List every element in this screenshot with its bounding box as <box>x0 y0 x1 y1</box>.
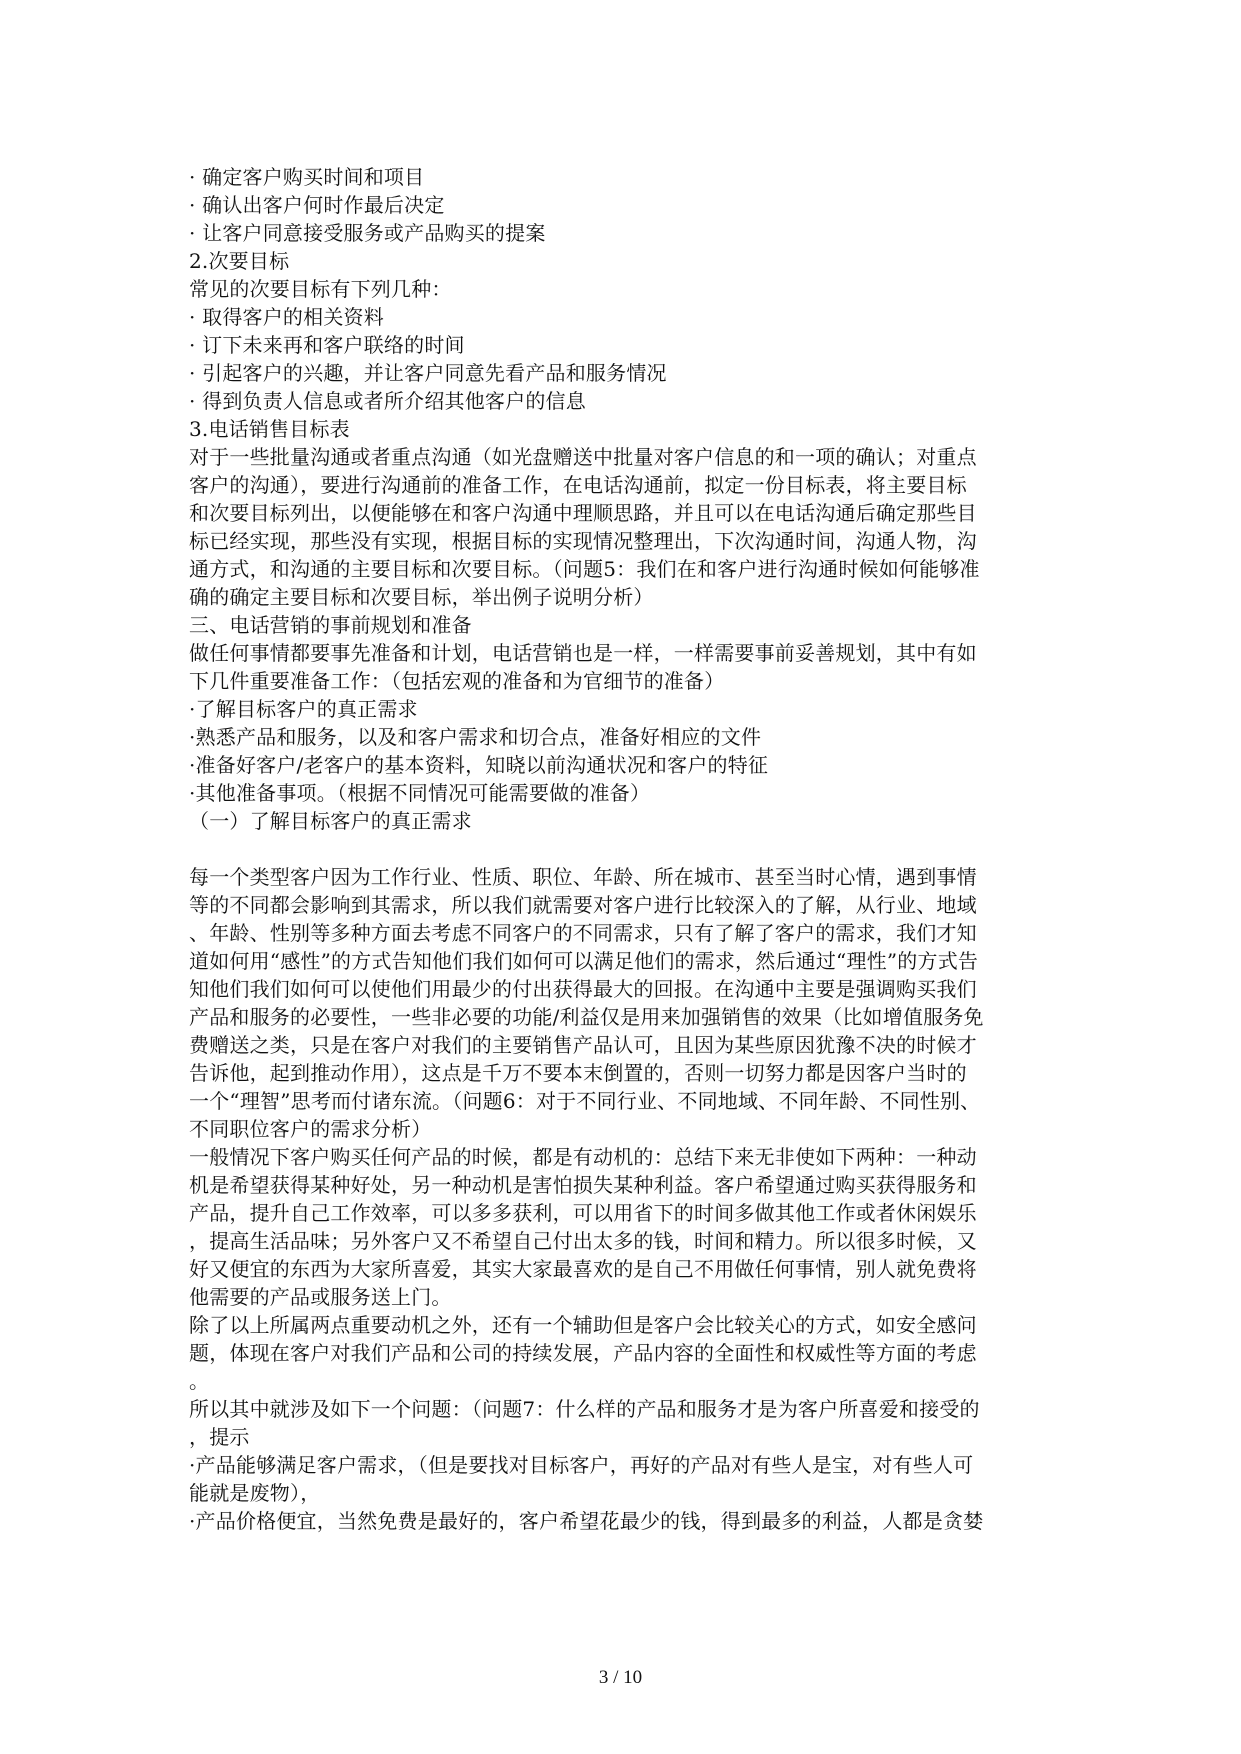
text-line: ·准备好客户/老客户的基本资料，知晓以前沟通状况和客户的特征 <box>189 753 769 777</box>
text-line: ·熟悉产品和服务，以及和客户需求和切合点，准备好相应的文件 <box>189 725 762 749</box>
text-line: 好又便宜的东西为大家所喜爱，其实大家最喜欢的是自己不用做任何事情，别人就免费将 <box>189 1257 977 1281</box>
text-line: 对于一些批量沟通或者重点沟通（如光盘赠送中批量对客户信息的和一项的确认；对重点 <box>189 445 977 469</box>
text-line: · 确定客户购买时间和项目 <box>189 165 425 189</box>
text-line: 告诉他，起到推动作用），这点是千万不要本末倒置的，否则一切努力都是因客户当时的 <box>189 1061 967 1085</box>
text-line: 他需要的产品或服务送上门。 <box>189 1285 452 1309</box>
text-line: 、年龄、性别等多种方面去考虑不同客户的不同需求，只有了解了客户的需求，我们才知 <box>189 921 977 945</box>
text-line: 不同职位客户的需求分析） <box>189 1117 432 1141</box>
text-line: 除了以上所属两点重要动机之外，还有一个辅助但是客户会比较关心的方式，如安全感问 <box>189 1313 977 1337</box>
text-line: 标已经实现，那些没有实现，根据目标的实现情况整理出，下次沟通时间，沟通人物，沟 <box>189 529 977 553</box>
text-line: ·产品能够满足客户需求，（但是要找对目标客户，再好的产品对有些人是宝，对有些人可 <box>189 1453 974 1477</box>
text-line: 道如何用“感性”的方式告知他们我们如何可以满足他们的需求，然后通过“理性”的方式告 <box>189 949 979 973</box>
text-line: ·其他准备事项。（根据不同情况可能需要做的准备） <box>189 781 651 805</box>
text-line: 确的确定主要目标和次要目标，举出例子说明分析） <box>189 585 654 609</box>
text-line: 能就是废物）， <box>189 1481 321 1505</box>
text-line: 2.次要目标 <box>189 249 290 273</box>
text-line: 等的不同都会影响到其需求，所以我们就需要对客户进行比较深入的了解，从行业、地域 <box>189 893 977 917</box>
blank-line <box>189 835 1059 863</box>
text-line: 题，体现在客户对我们产品和公司的持续发展，产品内容的全面性和权威性等方面的考虑 <box>189 1341 977 1365</box>
text-line: 机是希望获得某种好处，另一种动机是害怕损失某种利益。客户希望通过购买获得服务和 <box>189 1173 977 1197</box>
text-line: ·了解目标客户的真正需求 <box>189 697 418 721</box>
text-line: ，提示 <box>189 1425 250 1449</box>
text-line: · 引起客户的兴趣，并让客户同意先看产品和服务情况 <box>189 361 667 385</box>
text-line: 三、电话营销的事前规划和准备 <box>189 613 472 637</box>
document-body <box>189 163 1059 1535</box>
text-line: 和次要目标列出，以便能够在和客户沟通中理顺思路，并且可以在电话沟通后确定那些目 <box>189 501 977 525</box>
text-line: 常见的次要目标有下列几种： <box>189 277 452 301</box>
text-line: 3.电话销售目标表 <box>189 417 350 441</box>
text-line: 所以其中就涉及如下一个问题：（问题7：什么样的产品和服务才是为客户所喜爱和接受的 <box>189 1397 980 1421</box>
text-line: ，提高生活品味；另外客户又不希望自己付出太多的钱，时间和精力。所以很多时候，又 <box>189 1229 977 1253</box>
text-line: 客户的沟通），要进行沟通前的准备工作，在电话沟通前，拟定一份目标表，将主要目标 <box>189 473 967 497</box>
text-line: 通方式，和沟通的主要目标和次要目标。（问题5：我们在和客户进行沟通时候如何能够准 <box>189 557 980 581</box>
text-line: 下几件重要准备工作：（包括宏观的准备和为官细节的准备） <box>189 669 725 693</box>
text-line: · 确认出客户何时作最后决定 <box>189 193 445 217</box>
text-line: · 得到负责人信息或者所介绍其他客户的信息 <box>189 389 586 413</box>
text-line: 每一个类型客户因为工作行业、性质、职位、年龄、所在城市、甚至当时心情，遇到事情 <box>189 865 977 889</box>
text-line: · 取得客户的相关资料 <box>189 305 384 329</box>
text-line: 产品和服务的必要性，一些非必要的功能/利益仅是用来加强销售的效果（比如增值服务免 <box>189 1005 984 1029</box>
text-line: 一般情况下客户购买任何产品的时候，都是有动机的：总结下来无非使如下两种：一种动 <box>189 1145 977 1169</box>
text-line: 费赠送之类，只是在客户对我们的主要销售产品认可，且因为某些原因犹豫不决的时候才 <box>189 1033 977 1057</box>
text-line: ·产品价格便宜，当然免费是最好的，客户希望花最少的钱，得到最多的利益，人都是贪婪 <box>189 1509 984 1533</box>
page-number: 3 / 10 <box>598 1667 643 1688</box>
text-line: 知他们我们如何可以使他们用最少的付出获得最大的回报。在沟通中主要是强调购买我们 <box>189 977 977 1001</box>
text-line: （一）了解目标客户的真正需求 <box>189 809 472 833</box>
text-line: · 订下未来再和客户联络的时间 <box>189 333 465 357</box>
text-line: 一个“理智”思考而付诸东流。（问题6：对于不同行业、不同地域、不同年龄、不同性别、 <box>189 1089 981 1113</box>
text-line: 产品，提升自己工作效率，可以多多获利，可以用省下的时间多做其他工作或者休闲娱乐 <box>189 1201 977 1225</box>
text-line: 。 <box>189 1369 210 1393</box>
text-line: · 让客户同意接受服务或产品购买的提案 <box>189 221 546 245</box>
text-line: 做任何事情都要事先准备和计划，电话营销也是一样，一样需要事前妥善规划，其中有如 <box>189 641 977 665</box>
